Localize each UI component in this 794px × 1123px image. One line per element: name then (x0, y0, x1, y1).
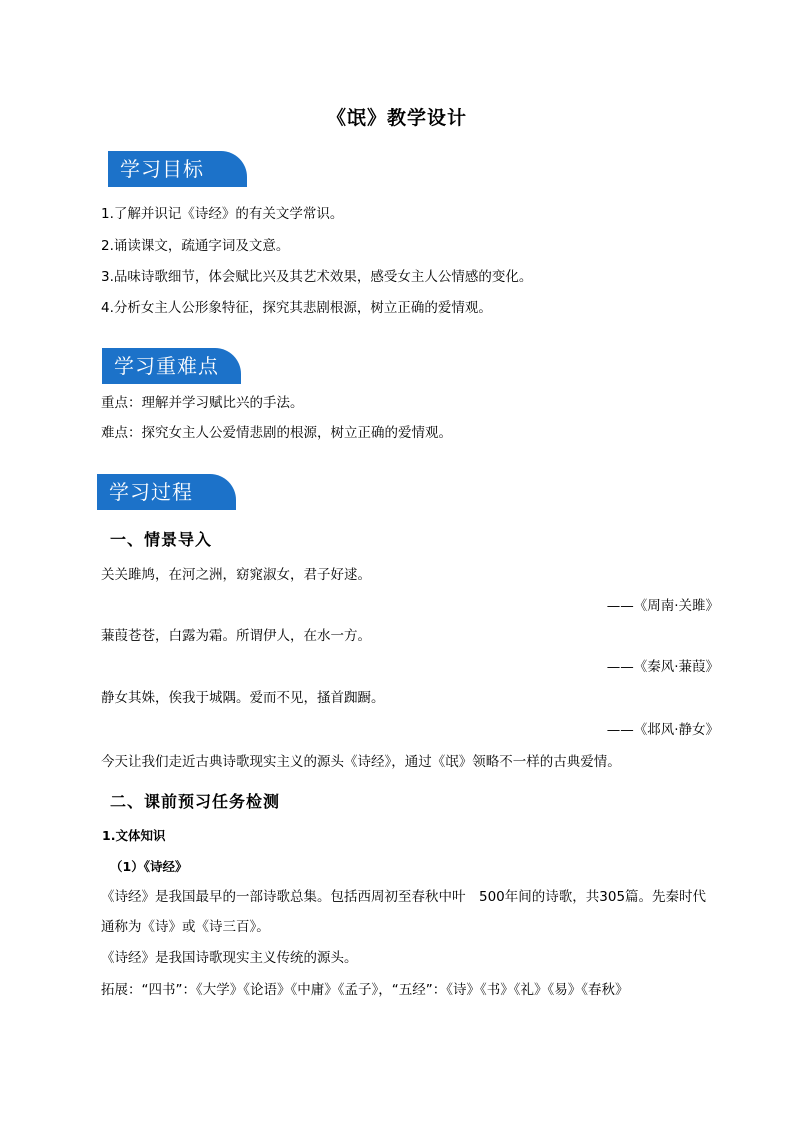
section-banner-key-points (102, 348, 241, 384)
section-banner-key-points-label: 学习重难点 (114, 354, 219, 378)
shijing-paragraph-line-2: 通称为《诗》或《诗三百》。 (101, 919, 270, 935)
goal-item-1: 1.了解并识记《诗经》的有关文学常识。 (101, 206, 344, 222)
quote-2-source: ——《秦风·蒹葭》 (606, 659, 719, 675)
shijing-paragraph-line-1: 《诗经》是我国最早的一部诗歌总集。包括西周初至春秋中叶 500年间的诗歌，共305篇。先秦时代 (101, 889, 707, 905)
goal-item-2: 2.诵读课文，疏通字词及文意。 (101, 238, 290, 254)
section-banner-goals-label: 学习目标 (120, 157, 204, 181)
extension-paragraph: 拓展：“四书”：《大学》《论语》《中庸》《孟子》，“五经”：《诗》《书》《礼》《易》《春秋》 (101, 982, 629, 998)
intro-paragraph: 今天让我们走近古典诗歌现实主义的源头《诗经》，通过《氓》领略不一样的古典爱情。 (101, 754, 621, 770)
section-banner-process-label: 学习过程 (109, 480, 193, 504)
goal-item-4: 4.分析女主人公形象特征，探究其悲剧根源，树立正确的爱情观。 (101, 300, 492, 316)
section-banner-process (97, 474, 236, 510)
goal-item-3: 3.品味诗歌细节，体会赋比兴及其艺术效果，感受女主人公情感的变化。 (101, 269, 533, 285)
quote-3-source: ——《邶风·静女》 (606, 722, 719, 738)
key-point-item-1: 重点：理解并学习赋比兴的手法。 (101, 395, 304, 411)
quote-1-text: 关关雎鸠，在河之洲，窈窕淑女，君子好逑。 (101, 567, 371, 583)
shijing-source-paragraph: 《诗经》是我国诗歌现实主义传统的源头。 (101, 950, 358, 966)
document-title: 《氓》教学设计 (326, 107, 467, 129)
part2-heading: 二、课前预习任务检测 (110, 792, 281, 811)
section-banner-goals (108, 151, 247, 187)
subheading-genre-knowledge: 1.文体知识 (102, 828, 166, 843)
subheading-shijing: （1）《诗经》 (110, 859, 188, 874)
quote-3-text: 静女其姝，俟我于城隅。爱而不见，搔首踟蹰。 (101, 690, 385, 706)
part1-heading: 一、情景导入 (110, 530, 213, 549)
quote-1-source: ——《周南·关雎》 (606, 598, 719, 614)
quote-2-text: 蒹葭苍苍，白露为霜。所谓伊人，在水一方。 (101, 628, 371, 644)
key-point-item-2: 难点：探究女主人公爱情悲剧的根源，树立正确的爱情观。 (101, 425, 452, 441)
